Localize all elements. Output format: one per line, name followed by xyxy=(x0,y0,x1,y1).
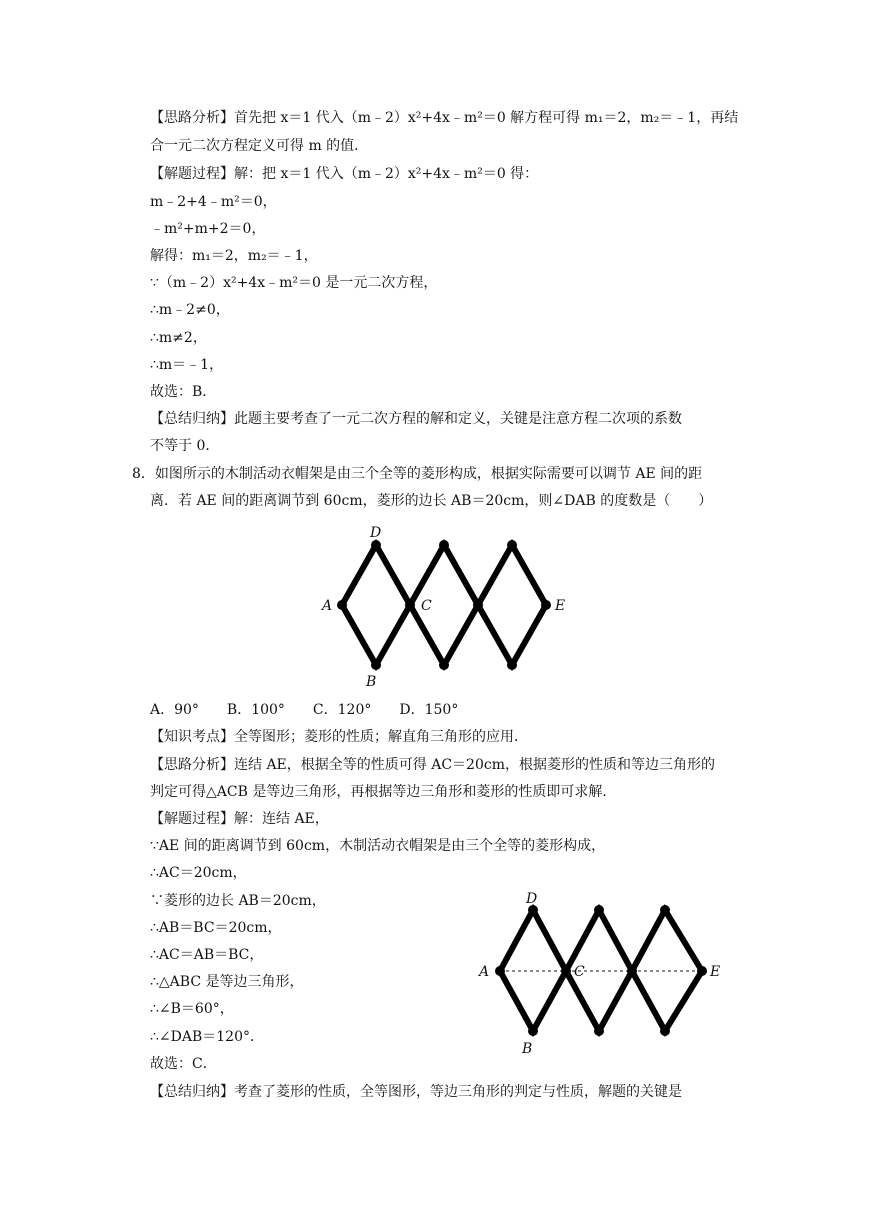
text-line-29: 故选：C． xyxy=(150,1056,217,1072)
text-line-7: ∵（m﹣2）x²+4x﹣m²＝0 是一元二次方程， xyxy=(150,275,438,291)
hanger-bars xyxy=(342,545,546,665)
question-8-line-1: 8．如图所示的木制活动衣帽架是由三个全等的菱形构成，根据实际需要可以调节 AE 间的距 xyxy=(132,466,703,482)
label-b: B xyxy=(522,1041,533,1057)
text-line-27: ∴∠B＝60°， xyxy=(150,1001,234,1017)
text-line-5: ﹣m²+m+2＝0， xyxy=(150,221,266,237)
text-line-1: 【思路分析】首先把 x＝1 代入（m﹣2）x²+4x﹣m²＝0 解方程可得 m₁＝2，m₂＝﹣1，再结 xyxy=(150,110,739,126)
label-a: A xyxy=(479,964,490,980)
label-d: D xyxy=(370,525,382,541)
text-line-3: 【解题过程】解：把 x＝1 代入（m﹣2）x²+4x﹣m²＝0 得： xyxy=(150,166,539,182)
text-line-28: ∴∠DAB＝120°． xyxy=(150,1029,264,1045)
text-line-22: ∴AC＝20cm， xyxy=(150,865,247,881)
label-e: E xyxy=(710,964,721,980)
label-d: D xyxy=(526,891,538,907)
label-a: A xyxy=(322,598,333,614)
text-line-20: 【解题过程】解：连结 AE， xyxy=(150,811,329,827)
rhombus-hanger-figure xyxy=(315,520,575,695)
text-line-13: 不等于 0． xyxy=(150,438,220,454)
text-line-24: ∴AB＝BC＝20cm， xyxy=(150,920,282,936)
label-c: C xyxy=(574,964,585,980)
text-line-9: ∴m≠2， xyxy=(150,330,207,346)
text-line-6: 解得：m₁＝2，m₂＝﹣1， xyxy=(150,248,318,264)
label-e: E xyxy=(555,598,566,614)
text-line-8: ∴m﹣2≠0， xyxy=(150,302,230,318)
answer-options: A．90° B．100° C．120° D．150° xyxy=(150,702,459,718)
text-line-30: 【总结归纳】考查了菱形的性质，全等图形，等边三角形的判定与性质，解题的关键是 xyxy=(150,1084,682,1100)
text-line-4: m﹣2+4﹣m²＝0， xyxy=(150,194,277,210)
text-line-19: 判定可得△ACB 是等边三角形，再根据等边三角形和菱形的性质即可求解． xyxy=(150,784,617,800)
text-line-25: ∴AC＝AB＝BC， xyxy=(150,947,264,963)
rhombus-hanger-figure-with-ae xyxy=(470,885,730,1060)
text-line-21: ∵AE 间的距离调节到 60cm，木制活动衣帽架是由三个全等的菱形构成， xyxy=(150,838,606,854)
text-line-26: ∴△ABC 是等边三角形， xyxy=(150,974,304,990)
text-line-2: 合一元二次方程定义可得 m 的值． xyxy=(150,138,369,154)
text-line-23: ∵菱形的边长 AB＝20cm， xyxy=(150,893,326,909)
text-line-17: 【知识考点】全等图形；菱形的性质；解直角三角形的应用． xyxy=(150,729,528,745)
text-line-12: 【总结归纳】此题主要考查了一元二次方程的解和定义，关键是注意方程二次项的系数 xyxy=(150,411,682,427)
question-8-line-2: 离．若 AE 间的距离调节到 60cm，菱形的边长 AB＝20cm，则∠DAB 的度数是（ ） xyxy=(150,493,713,509)
text-line-11: 故选：B． xyxy=(150,384,217,400)
text-line-10: ∴m＝﹣1， xyxy=(150,357,224,373)
label-c: C xyxy=(421,598,432,614)
label-b: B xyxy=(366,674,377,690)
text-line-18: 【思路分析】连结 AE，根据全等的性质可得 AC＝20cm，根据菱形的性质和等边三角形的 xyxy=(150,757,715,773)
